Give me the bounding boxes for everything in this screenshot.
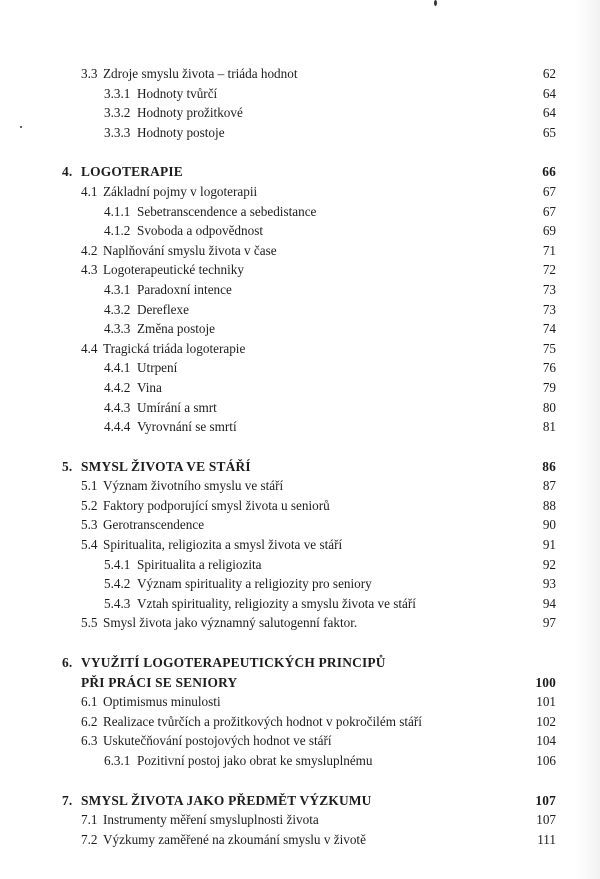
toc-entry-number: 4.3 [81,262,98,278]
toc-entry-page-number: 107 [535,792,556,808]
toc-entry-page-number: 76 [542,360,556,376]
toc-entry [0,731,600,751]
toc-entry-page-number: 107 [536,812,556,828]
toc-entry-title: Naplňování smyslu života v čase [103,242,277,258]
toc-entry-page-number: 88 [542,497,556,513]
toc-chapter-heading [0,653,600,673]
toc-entry-number: 3.3.1 [104,85,131,101]
toc-entry-number: 4.4 [81,340,98,356]
toc-entry [0,84,600,104]
toc-entry-title: Výzkumy zaměřené na zkoumání smyslu v životě [103,831,366,847]
toc-entry [0,515,600,535]
toc-entry-page-number: 65 [542,124,556,140]
toc-entry-page-number: 92 [542,556,556,572]
table-of-contents [0,64,600,849]
toc-entry-page-number: 67 [542,203,556,219]
toc-entry-number: 4.4.2 [104,379,131,395]
toc-entry-number: 4.3.3 [104,321,131,337]
toc-entry-title: Zdroje smyslu života – triáda hodnot [103,66,298,81]
toc-entry-number: 3.3 [81,66,98,81]
toc-entry-page-number: 67 [542,183,556,199]
toc-entry-page-number: 90 [542,517,556,533]
toc-entry-number: 5.4.2 [104,576,131,592]
toc-entry-title: Pozitivní postoj jako obrat ke smysluplnému [137,753,373,768]
toc-entry-title: Instrumenty měření smysluplnosti života [103,812,319,828]
toc-entry-title: Realizace tvůrčích a prožitkových hodnot v pokročilém stáří [103,713,422,729]
toc-entry-number: 5. [62,458,73,474]
toc-entry-title: Uskutečňování postojových hodnot ve stáří [103,733,332,749]
toc-entry [0,810,600,830]
toc-entry-number: 5.4.1 [104,556,131,572]
toc-entry-title: Tragická triáda logoterapie [103,340,246,356]
toc-entry [0,241,600,261]
toc-entry-page-number: 81 [542,419,556,435]
toc-entry-number: 4.2 [81,242,98,258]
toc-entry-page-number: 71 [542,242,556,258]
toc-entry-page-number: 69 [542,223,556,239]
toc-entry-number: 5.4.3 [104,595,131,611]
toc-entry-number: 6.1 [81,694,98,710]
toc-entry-title: Vyrovnání se smrtí [137,419,237,435]
toc-entry-title: Hodnoty postoje [137,124,225,140]
toc-entry-number: 5.1 [81,478,98,494]
toc-entry-number: 4.1 [81,183,98,199]
toc-entry-page-number: 62 [542,66,556,81]
toc-entry-number: 4.4.1 [104,360,131,376]
toc-entry-title: Hodnoty tvůrčí [137,85,218,101]
toc-entry [0,398,600,418]
toc-entry-page-number: 87 [542,478,556,494]
toc-entry [0,378,600,398]
toc-entry-page-number: 100 [535,674,556,690]
toc-entry-title: Spiritualita a religiozita [137,556,262,572]
toc-entry-page-number: 86 [542,458,556,474]
toc-entry-title: Logoterapeutické techniky [103,262,244,278]
toc-entry-title: Změna postoje [137,321,216,337]
toc-entry-title: SMYSL ŽIVOTA VE STÁŘÍ [81,458,251,474]
toc-entry-number: 7.2 [81,831,98,847]
toc-entry-title: Paradoxní intence [137,281,232,297]
toc-entry-title: Optimismus minulosti [103,694,221,710]
toc-entry-title: Vina [137,379,162,395]
toc-entry-page-number: 75 [542,340,556,356]
toc-entry-page-number: 97 [542,615,556,631]
toc-entry [0,496,600,516]
toc-entry-page-number: 64 [542,105,556,121]
toc-entry-number: 7. [62,792,73,808]
toc-entry-page-number: 91 [542,537,556,553]
toc-entry [0,300,600,320]
toc-entry-number: 6.2 [81,713,98,729]
toc-entry-title: PŘI PRÁCI SE SENIORY [81,674,238,690]
toc-entry-title: Dereflexe [137,301,189,317]
toc-entry-title: Hodnoty prožitkové [137,105,243,121]
toc-chapter-heading [0,162,600,182]
toc-entry [0,202,600,222]
toc-entry-page-number: 66 [542,164,556,180]
toc-entry-page-number: 94 [542,595,556,611]
toc-entry [0,417,600,437]
toc-entry [0,535,600,555]
toc-entry [0,260,600,280]
toc-entry [0,830,600,850]
toc-entry [0,182,600,202]
toc-entry-title: SMYSL ŽIVOTA JAKO PŘEDMĚT VÝZKUMU [81,792,372,808]
toc-entry-title: Utrpení [137,360,178,376]
toc-entry-title: Gerotranscendence [103,517,205,533]
toc-entry [0,319,600,339]
toc-entry [0,358,600,378]
toc-entry [0,221,600,241]
toc-entry [0,712,600,732]
section-spacer [0,771,600,791]
toc-entry-title: Význam spirituality a religiozity pro seniory [137,576,372,592]
toc-entry [0,103,600,123]
toc-entry-number: 6.3 [81,733,98,749]
toc-entry-page-number: 106 [536,753,556,768]
toc-entry-title: Sebetranscendence a sebedistance [137,203,317,219]
toc-entry [0,574,600,594]
toc-entry-title: Umírání a smrt [137,399,217,415]
section-spacer [0,633,600,653]
toc-entry-page-number: 102 [536,713,556,729]
toc-entry [0,751,600,771]
toc-entry-title: Smysl života jako významný salutogenní faktor. [103,615,358,631]
toc-chapter-heading [0,673,600,693]
toc-entry-page-number: 73 [542,301,556,317]
toc-entry-page-number: 74 [542,321,556,337]
toc-entry-number: 4.3.1 [104,281,131,297]
section-spacer [0,142,600,162]
toc-entry [0,555,600,575]
toc-entry-number: 7.1 [81,812,98,828]
toc-entry-number: 4.1.2 [104,223,131,239]
toc-entry [0,613,600,633]
toc-entry-number: 4. [62,164,73,180]
toc-entry-page-number: 72 [542,262,556,278]
toc-entry-number: 5.5 [81,615,98,631]
toc-entry-number: 4.4.3 [104,399,131,415]
toc-entry-page-number: 73 [542,281,556,297]
toc-entry-number: 5.3 [81,517,98,533]
toc-entry-number: 3.3.3 [104,124,131,140]
toc-entry [0,339,600,359]
toc-entry-title: LOGOTERAPIE [81,164,183,180]
toc-entry-page-number: 80 [542,399,556,415]
toc-entry-page-number: 104 [536,733,556,749]
toc-entry-page-number: 101 [536,694,556,710]
toc-entry-title: Faktory podporující smysl života u seniorů [103,497,330,513]
toc-entry-page-number: 111 [537,831,556,847]
toc-entry-page-number: 93 [542,576,556,592]
toc-entry-title: Spiritualita, religiozita a smysl života ve stáří [103,537,343,553]
toc-entry [0,123,600,143]
toc-entry-title: VYUŽITÍ LOGOTERAPEUTICKÝCH PRINCIPŮ [81,655,386,671]
toc-entry [0,692,600,712]
toc-entry-number: 4.3.2 [104,301,131,317]
toc-entry-number: 5.4 [81,537,98,553]
toc-chapter-heading [0,791,600,811]
toc-entry [0,280,600,300]
toc-entry-number: 6. [62,655,73,671]
toc-chapter-heading [0,457,600,477]
toc-entry [0,64,600,84]
toc-entry [0,594,600,614]
toc-entry-number: 3.3.2 [104,105,131,121]
section-spacer [0,437,600,457]
toc-entry-number: 5.2 [81,497,98,513]
scan-speck [434,0,437,6]
toc-entry [0,476,600,496]
toc-entry-title: Vztah spirituality, religiozity a smyslu života ve stáří [137,595,416,611]
toc-entry-title: Základní pojmy v logoterapii [103,183,258,199]
toc-entry-number: 4.4.4 [104,419,131,435]
toc-entry-number: 6.3.1 [104,753,131,768]
toc-entry-title: Význam životního smyslu ve stáří [103,478,284,494]
toc-entry-title: Svoboda a odpovědnost [137,223,264,239]
toc-entry-number: 4.1.1 [104,203,131,219]
toc-entry-page-number: 79 [542,379,556,395]
toc-entry-page-number: 64 [542,85,556,101]
